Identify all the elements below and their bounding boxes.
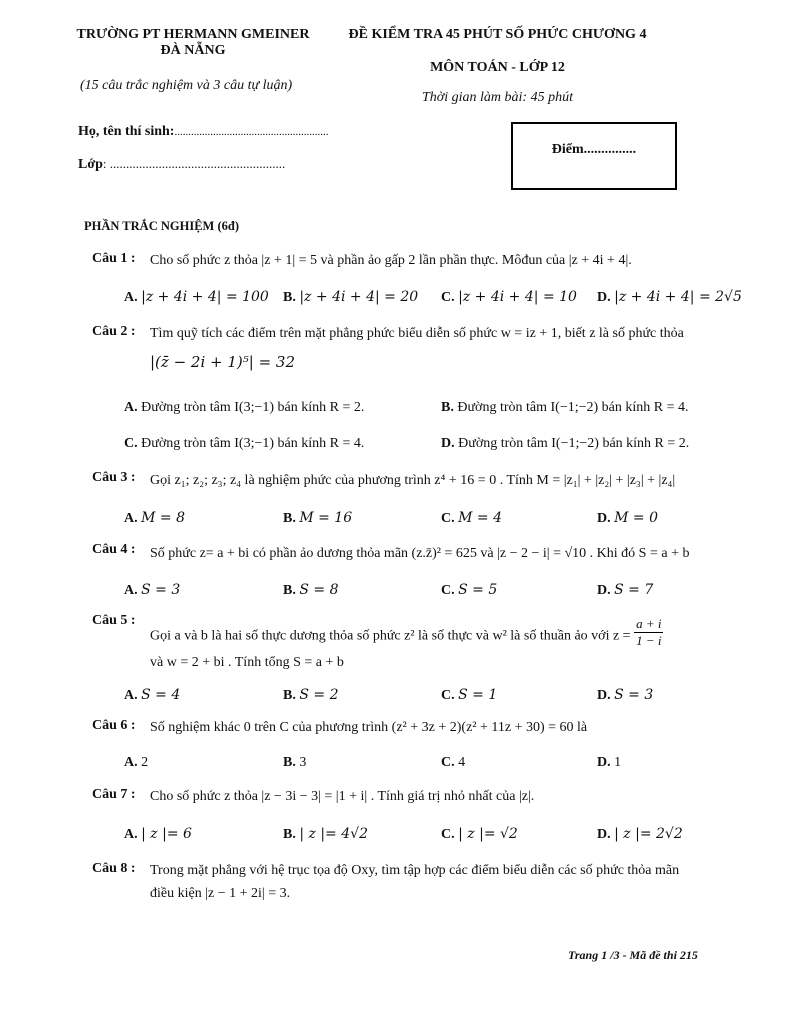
question-3-option-b[interactable]: B. M = 16 [283,510,353,526]
school-name [68,27,318,59]
question-1-option-b[interactable]: B. |z + 4i + 4| = 20 [283,289,419,305]
question-7-option-a[interactable]: A. | z |= 6 [124,826,192,842]
question-1-option-a[interactable]: A. |z + 4i + 4| = 100 [124,289,269,305]
question-7-text: Cho số phức z thỏa |z − 3i − 3| = |1 + i| . Tính giá trị nhỏ nhất của |z|. [150,789,535,804]
class-label: Lớp [78,157,103,172]
exam-title: ĐỀ KIỂM TRA 45 PHÚT SỐ PHỨC CHƯƠNG 4 [348,27,647,42]
question-5-text-row [150,616,663,649]
question-1-option-c[interactable]: C. |z + 4i + 4| = 10 [441,289,577,305]
question-6-option-c[interactable]: C. 4 [441,755,466,770]
exam-note: (15 câu trắc nghiệm và 3 câu tự luận) [80,78,293,93]
question-6-option-a[interactable]: A. 2 [124,755,149,770]
question-7-option-b[interactable]: B. | z |= 4√2 [283,826,368,842]
time-line: Thời gian làm bài: 45 phút [422,90,573,105]
section-title: PHẦN TRẮC NGHIỆM (6đ) [84,219,239,233]
question-8-label: Câu 8 : [92,861,136,876]
question-6-option-d[interactable]: D. 1 [597,755,622,770]
question-4-label: Câu 4 : [92,542,136,557]
school-line-1: TRƯỜNG PT HERMANN GMEINER [76,27,310,42]
question-6-label: Câu 6 : [92,718,136,733]
question-5-text-2: và w = 2 + bi . Tính tổng S = a + b [150,655,344,670]
question-5-text: Gọi a và b là hai số thực dương thỏa số phức z² là số thực và w² là số thuần ảo với z = [150,628,631,644]
question-4-option-c[interactable]: C. S = 5 [441,582,498,598]
question-4-option-b[interactable]: B. S = 8 [283,582,339,598]
page-footer: Trang 1 /3 - Mã đề thi 215 [568,948,698,962]
question-4-option-a[interactable]: A. S = 3 [124,582,181,598]
class-dots: : ...................................................... [102,156,286,171]
question-5-option-a[interactable]: A. S = 4 [124,687,181,703]
class-row [78,156,285,173]
question-7-option-c[interactable]: C. | z |= √2 [441,826,518,842]
fraction-numerator: a + i [636,616,662,631]
question-6-text: Số nghiệm khác 0 trên C của phương trình (z² + 3z + 2)(z² + 11z + 30) = 60 là [150,720,588,735]
question-6-option-b[interactable]: B. 3 [283,755,307,770]
question-8-text: Trong mặt phẳng với hệ trục tọa độ Oxy, tìm tập hợp các điểm biểu diễn các số phức thỏa mãn [150,863,680,878]
name-dots: ........................................................ [174,126,329,138]
question-3-option-c[interactable]: C. M = 4 [441,510,502,526]
question-2-option-b[interactable]: B. Đường tròn tâm I(−1;−2) bán kính R = 4. [441,400,689,415]
question-3-option-a[interactable]: A. M = 8 [124,510,185,526]
subject-line: MÔN TOÁN - LỚP 12 [430,60,565,75]
question-2-formula: |(z̄ − 2i + 1)⁵| = 32 [150,353,296,371]
question-2-option-a[interactable]: A. Đường tròn tâm I(3;−1) bán kính R = 2. [124,400,365,415]
question-3-text: Gọi z₁; z₂; z₃; z₄ là nghiệm phức của phương trình z⁴ + 16 = 0 . Tính M = |z₁| + |z₂| + |z₃| + |z₄| [150,473,676,488]
school-line-2: ĐÀ NẴNG [160,43,226,58]
question-8-text-2: điều kiện |z − 1 + 2i| = 3. [150,886,291,901]
question-1-text: Cho số phức z thỏa |z + 1| = 5 và phần ảo gấp 2 lần phần thực. Môđun của |z + 4i + 4|. [150,253,632,268]
question-1-option-d[interactable]: D. |z + 4i + 4| = 2√5 [597,289,742,305]
question-5-option-b[interactable]: B. S = 2 [283,687,339,703]
fraction-denominator: 1 − i [636,633,662,648]
question-5-option-d[interactable]: D. S = 3 [597,687,654,703]
question-1-label: Câu 1 : [92,251,136,266]
question-4-option-d[interactable]: D. S = 7 [597,582,654,598]
name-label: Họ, tên thí sinh: [78,124,175,139]
name-row [78,124,328,140]
question-2-option-d[interactable]: D. Đường tròn tâm I(−1;−2) bán kính R = 2. [441,436,690,451]
question-7-label: Câu 7 : [92,787,136,802]
question-2-label: Câu 2 : [92,324,136,339]
question-5-label: Câu 5 : [92,613,136,628]
question-3-option-d[interactable]: D. M = 0 [597,510,658,526]
question-7-option-d[interactable]: D. | z |= 2√2 [597,826,683,842]
question-4-text: Số phức z= a + bi có phần ảo dương thỏa mãn (z.z̄)² = 625 và |z − 2 − i| = √10 . Khi đó S = a + b [150,546,690,561]
question-5-fraction [634,616,663,649]
question-2-option-c[interactable]: C. Đường tròn tâm I(3;−1) bán kính R = 4. [124,436,365,451]
question-5-option-c[interactable]: C. S = 1 [441,687,498,703]
score-box [511,122,677,190]
question-2-text: Tìm quỹ tích các điểm trên mặt phẳng phức biểu diễn số phức w = iz + 1, biết z là số phức thỏa [150,326,684,341]
question-3-label: Câu 3 : [92,470,136,485]
score-label: Điểm............... [551,142,637,157]
